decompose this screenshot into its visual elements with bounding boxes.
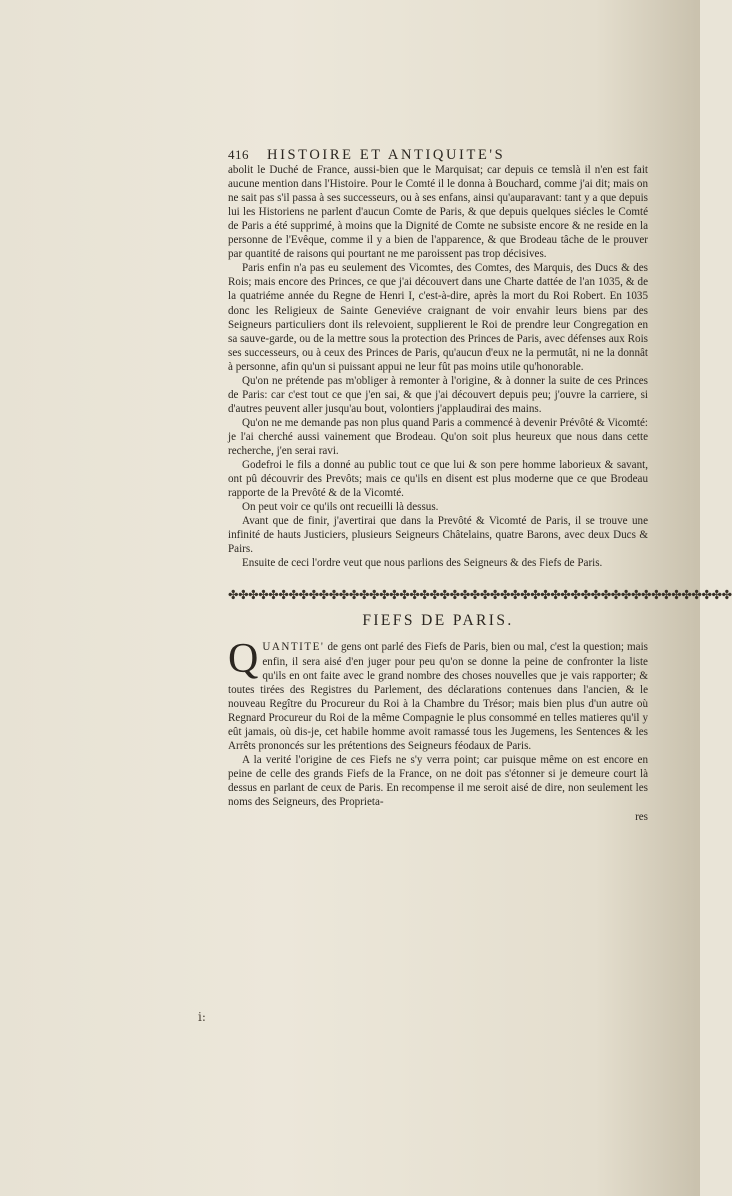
running-header [228, 148, 648, 162]
catchword: res [635, 811, 648, 824]
paragraph: Godefroi le fils a donné au public tout ce que lui & son pere homme laborieux & savant, ont pû découvrir des Prevôts; mais ce qu'ils en disent est plus moderne que ce que Brodeau rapporte de la Prevôté & de la Vicomté. [228, 459, 648, 500]
paragraph: Qu'on ne prétende pas m'obliger à remonter à l'origine, & à donner la suite de ces Princes de Paris: car c'est tout ce que j'en sai, & que j'ai découvert depuis peu; j'ouvre la carriere, si d'autres peuvent aller jusqu'au bout, volontiers j'applaudirai des mains. [228, 374, 648, 415]
paragraph: abolit le Duché de France, aussi-bien que le Marquisat; car depuis ce temslà il n'en est fait aucune mention dans l'Histoire. Pour le Comté il le donna à Bouchard, comme j'ai dit; mais on ne sait pas s'il passa à ses successeurs, ou à ses enfans, ainsi qu'auparavant: tant y a que depuis lui les Historiens ne parlent d'aucun Comte de Paris, & que depuis quelques siécles le Comté de Paris a été supprimé, à moins que la Dignité de Comte ne subsiste encore & ne reside en la personne de l'Evêque, comme il y a bien de l'apparence, & que Brodeau tâche de le prouver par quantité de raisons qui pourtant ne me paroissent pas trop décisives. [228, 164, 648, 261]
paragraph: Qu'on ne me demande pas non plus quand Paris a commencé à devenir Prévôté & Vicomté: je l'ai cherché aussi vainement que Brodeau. Qu'on soit plus heureux que nous dans cette recherche, j'en serai ravi. [228, 416, 648, 457]
paragraph: Ensuite de ceci l'ordre veut que nous parlions des Seigneurs & des Fiefs de Paris. [242, 557, 603, 570]
drop-cap: Q [228, 636, 259, 683]
paragraph: On peut voir ce qu'ils ont recueilli là dessus. [242, 501, 439, 514]
page-number: 416 [228, 147, 249, 162]
paragraph: Avant que de finir, j'avertirai que dans la Prevôté & Vicomté de Paris, il se trouve une infinité de hauts Justiciers, plusieurs Seigneurs Châtelains, quatre Barons, avec deux Ducs & Pairs. [228, 515, 648, 556]
section-first-paragraph [228, 636, 648, 752]
margin-mark: i: [198, 1010, 206, 1024]
running-title: HISTOIRE ET ANTIQUITE'S [267, 147, 506, 163]
text-block [228, 147, 732, 824]
paragraph-text: de gens ont parlé des Fiefs de Paris, bien ou mal, c'est la question; mais enfin, il sera aisé d'en juger pour peu qu'on se donne la peine de confronter la liste qu'ils en ont faite avec le grand nombre des choses nouvelles que je vais rapporter; & toutes tirées des Registres du Parlement, des déclarations contenues dans l'ancien, & le nouveau Regître du Procureur du Roi à la Chambre du Trésor; mais bien plus d'un autre où Regnard Procureur du Roi de la même Compagnie le plus consommé en telles matieres qu'il y eût jamais, où dis-je, cet habile homme avoit ramassé tous les Jugemens, les Sentences & les Arrêts prononcés sur les prétentions des Seigneurs féodaux de Paris. [228, 641, 648, 752]
paragraph: A la verité l'origine de ces Fiefs ne s'y verra point; car puisque même on est encore en peine de celle des grands Fiefs de la France, on ne doit pas s'étonner si je demeure court là dessus en parlant de ceux de Paris. En recompense il me seroit aisé de dire, non seulement les noms des Seigneurs, des Proprieta- [228, 753, 648, 808]
paragraph: Paris enfin n'a pas eu seulement des Vicomtes, des Comtes, des Marquis, des Ducs & des Rois; mais encore des Princes, ce que j'ai découvert dans une Charte dattée de l'an 1035, & de la quatriéme année du Regne de Henri I, c'est-à-dire, après la mort du Roi Robert. En 1035 donc les Religieux de Sainte Geneviéve craignant de voir envahir leurs biens par des Seigneurs particuliers dont ils relevoient, supplierent le Roi de prendre leur Congregation en sa sauve-garde, ou de la mettre sous la protection des Princes de Paris, avec défenses aux Rois ses successeurs, ou à ceux des Princes de Paris, qu'aucun d'eux ne la permutât, ni ne la donnât à personne, afin qu'un si puissant appui ne leur fût pas moins utile qu'honorable. [228, 262, 648, 373]
ornamental-band: ✤✤✤✤✤✤✤✤✤✤✤✤✤✤✤✤✤✤✤✤✤✤✤✤✤✤✤✤✤✤✤✤✤✤✤✤✤✤✤✤✤✤✤✤✤✤✤✤✤✤ [228, 588, 732, 603]
section-title: FIEFS DE PARIS. [362, 612, 514, 630]
drop-cap-continuation: UANTITE' [262, 641, 325, 654]
